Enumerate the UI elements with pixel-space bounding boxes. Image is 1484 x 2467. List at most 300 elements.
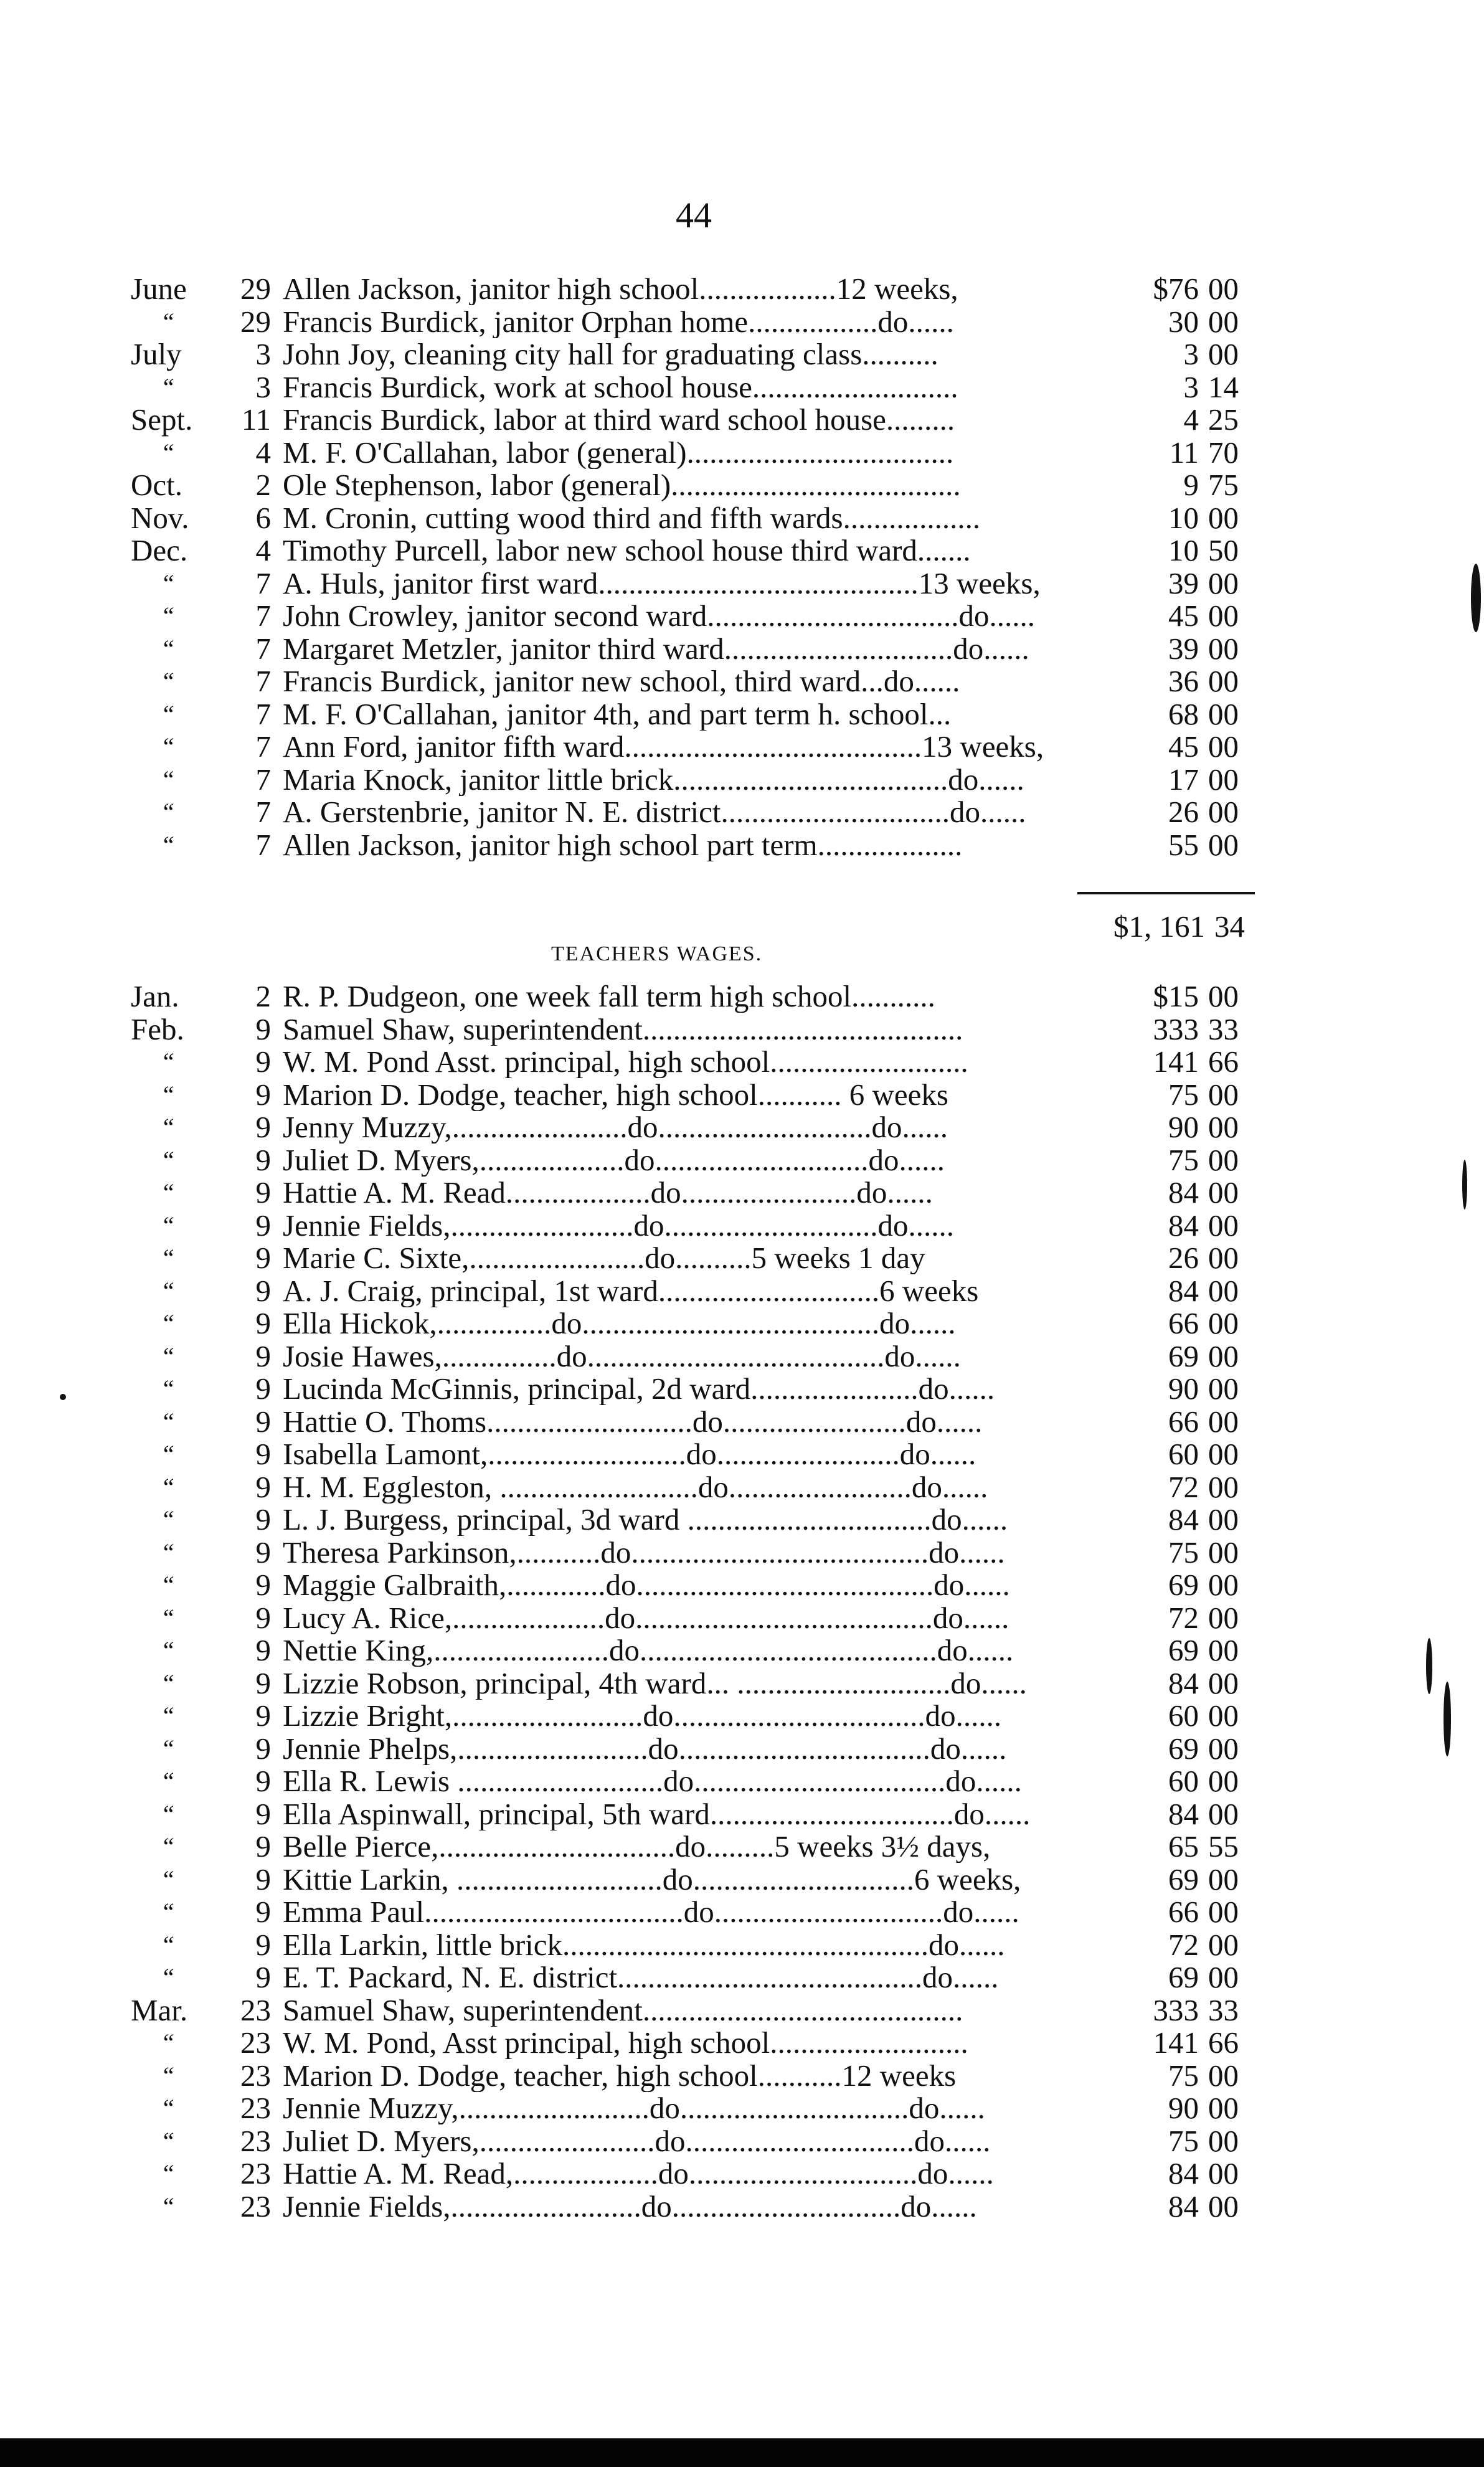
ledger-row xyxy=(125,1079,1258,1112)
row-cents: 00 xyxy=(1208,304,1239,339)
row-dollars: 90 xyxy=(1168,1371,1199,1406)
row-day: 7 xyxy=(255,696,271,731)
ledger-row xyxy=(125,796,1258,829)
ledger-row xyxy=(125,1242,1258,1275)
row-description: Hattie A. M. Read...................do.......................do...... xyxy=(283,1177,933,1209)
row-day: 7 xyxy=(255,795,271,829)
row-day: 9 xyxy=(255,1142,271,1177)
row-description: M. F. O'Callahan, janitor 4th, and part term h. school... xyxy=(283,698,952,731)
row-dollars: 84 xyxy=(1168,1175,1199,1210)
row-day: 9 xyxy=(255,1241,271,1275)
row-description: Ole Stephenson, labor (general)...................................... xyxy=(283,469,961,501)
row-description: W. M. Pond Asst. principal, high school.......................... xyxy=(283,1046,968,1078)
row-cents: 00 xyxy=(1208,664,1239,698)
row-day: 9 xyxy=(255,1698,271,1733)
row-day: 23 xyxy=(240,2091,271,2125)
row-dollars: 333 xyxy=(1153,1992,1199,2027)
row-day: 9 xyxy=(255,1731,271,1766)
row-month: “ xyxy=(161,1407,175,1436)
row-day: 9 xyxy=(255,1960,271,1994)
row-description: Theresa Parkinson,...........do.......................................do...... xyxy=(283,1536,1005,1569)
margin-mark xyxy=(1462,1160,1467,1210)
ledger-row xyxy=(125,1667,1258,1700)
row-day: 29 xyxy=(240,272,271,306)
row-month: “ xyxy=(161,1538,175,1566)
ledger-row xyxy=(125,1340,1258,1373)
row-day: 23 xyxy=(240,2025,271,2060)
ledger-row xyxy=(125,2125,1258,2158)
ledger-row xyxy=(125,567,1258,600)
row-dollars: 90 xyxy=(1168,1110,1199,1144)
row-month: “ xyxy=(161,1472,175,1501)
ledger-row xyxy=(125,273,1258,306)
ledger-row xyxy=(125,1798,1258,1831)
row-description: E. T. Packard, N. E. district........................................do...... xyxy=(283,1961,999,1994)
row-description: Francis Burdick, janitor new school, third ward...do...... xyxy=(283,665,960,698)
row-day: 9 xyxy=(255,1862,271,1896)
row-month: “ xyxy=(161,732,175,760)
ledger-row xyxy=(125,980,1258,1013)
row-description: Ella Aspinwall, principal, 5th ward................................do...... xyxy=(283,1797,1031,1830)
row-day: 23 xyxy=(240,2058,271,2093)
total-dollars: $1, 161 xyxy=(1113,909,1205,944)
row-dollars: 69 xyxy=(1168,1568,1199,1602)
row-description: Belle Pierce,...............................do.........5 weeks 3½ days, xyxy=(283,1830,991,1863)
row-description: A. Huls, janitor first ward..........................................13 weeks, xyxy=(283,567,1041,600)
ledger-row xyxy=(125,2157,1258,2190)
row-cents: 00 xyxy=(1208,1208,1239,1243)
row-dollars: 66 xyxy=(1168,1404,1199,1439)
ledger-row xyxy=(125,338,1258,371)
row-description: Hattie O. Thoms...........................do........................do...... xyxy=(283,1405,983,1438)
row-dollars: 84 xyxy=(1168,2189,1199,2223)
row-month: “ xyxy=(161,765,175,793)
row-cents: 25 xyxy=(1208,402,1239,437)
row-cents: 33 xyxy=(1208,1992,1239,2027)
row-cents: 00 xyxy=(1208,1110,1239,1144)
row-dollars: 60 xyxy=(1168,1764,1199,1798)
row-cents: 00 xyxy=(1208,1175,1239,1210)
row-cents: 00 xyxy=(1208,696,1239,731)
row-day: 9 xyxy=(255,1927,271,1962)
teachers-wages-ledger xyxy=(125,980,1258,2223)
row-day: 11 xyxy=(241,402,271,437)
row-day: 9 xyxy=(255,1077,271,1112)
row-month: “ xyxy=(161,1832,175,1860)
row-day: 4 xyxy=(255,435,271,470)
row-month: June xyxy=(131,272,187,306)
row-month: “ xyxy=(161,667,175,695)
row-description: R. P. Dudgeon, one week fall term high school........... xyxy=(283,980,935,1013)
row-month: “ xyxy=(161,1048,175,1076)
row-month: “ xyxy=(161,1244,175,1272)
row-cents: 00 xyxy=(1208,1535,1239,1570)
row-day: 9 xyxy=(255,1404,271,1439)
row-month: “ xyxy=(161,1309,175,1337)
row-description: Juliet D. Myers,...................do............................do...... xyxy=(283,1144,945,1177)
row-dollars: 66 xyxy=(1168,1306,1199,1340)
ledger-row xyxy=(125,2190,1258,2223)
row-description: Maria Knock, janitor little brick....................................do...... xyxy=(283,763,1024,796)
row-cents: 00 xyxy=(1208,1927,1239,1962)
row-description: Ella Hickok,...............do.......................................do...... xyxy=(283,1307,956,1340)
row-day: 7 xyxy=(255,729,271,764)
row-dollars: 69 xyxy=(1168,1862,1199,1896)
row-cents: 00 xyxy=(1208,795,1239,829)
ledger-row xyxy=(125,2092,1258,2125)
row-dollars: 11 xyxy=(1169,435,1199,470)
ledger-row xyxy=(125,1144,1258,1177)
row-description: Juliet D. Myers,.......................do..............................do...... xyxy=(283,2124,991,2157)
ledger-row xyxy=(125,1503,1258,1537)
row-cents: 00 xyxy=(1208,729,1239,764)
row-description: Francis Burdick, labor at third ward school house......... xyxy=(283,404,955,436)
row-day: 2 xyxy=(255,979,271,1013)
ledger-row xyxy=(125,731,1258,764)
row-description: Kittie Larkin, ...........................do.............................6 weeks, xyxy=(283,1863,1021,1896)
row-dollars: 9 xyxy=(1183,468,1199,502)
row-description: Josie Hawes,...............do.......................................do...... xyxy=(283,1340,961,1373)
row-month: “ xyxy=(161,2126,175,2155)
ledger-row xyxy=(125,1733,1258,1766)
row-cents: 00 xyxy=(1208,2058,1239,2093)
row-month: “ xyxy=(161,830,175,859)
row-month: “ xyxy=(161,2094,175,2122)
ledger-row xyxy=(125,1569,1258,1602)
row-day: 23 xyxy=(240,2189,271,2223)
row-day: 9 xyxy=(255,1306,271,1340)
ledger-row xyxy=(125,764,1258,797)
row-dollars: 3 xyxy=(1183,369,1199,404)
row-dollars: 3 xyxy=(1183,337,1199,371)
row-dollars: 17 xyxy=(1168,762,1199,797)
row-month: “ xyxy=(161,1505,175,1533)
row-month: “ xyxy=(161,2061,175,2090)
row-dollars: 84 xyxy=(1168,1502,1199,1537)
row-day: 9 xyxy=(255,1633,271,1667)
row-cents: 00 xyxy=(1208,1796,1239,1831)
row-description: Jennie Muzzy,.........................do..............................do...... xyxy=(283,2092,985,2124)
ledger-row xyxy=(125,502,1258,535)
ledger-row xyxy=(125,1961,1258,1994)
row-month: “ xyxy=(161,1603,175,1632)
row-month: “ xyxy=(161,1178,175,1206)
row-dollars: 141 xyxy=(1153,2025,1199,2060)
row-day: 7 xyxy=(255,566,271,600)
row-cents: 00 xyxy=(1208,1306,1239,1340)
ledger-row xyxy=(125,1634,1258,1667)
row-month: “ xyxy=(161,602,175,630)
ledger-row xyxy=(125,1830,1258,1863)
row-cents: 00 xyxy=(1208,1960,1239,1994)
row-day: 9 xyxy=(255,1829,271,1863)
row-cents: 66 xyxy=(1208,2025,1239,2060)
row-month: “ xyxy=(161,1375,175,1403)
row-description: Jennie Fields,.........................do..............................do...... xyxy=(283,2190,977,2223)
row-day: 4 xyxy=(255,533,271,567)
row-cents: 14 xyxy=(1208,369,1239,404)
row-cents: 00 xyxy=(1208,1895,1239,1929)
row-cents: 70 xyxy=(1208,435,1239,470)
row-cents: 00 xyxy=(1208,762,1239,797)
row-day: 9 xyxy=(255,1764,271,1798)
ledger-row xyxy=(125,1046,1258,1079)
row-description: Ella Larkin, little brick................................................do...... xyxy=(283,1928,1005,1961)
row-day: 9 xyxy=(255,1011,271,1046)
row-description: L. J. Burgess, principal, 3d ward ................................do...... xyxy=(283,1503,1008,1536)
row-cents: 75 xyxy=(1208,468,1239,502)
row-description: M. F. O'Callahan, labor (general)................................... xyxy=(283,436,954,469)
row-dollars: 39 xyxy=(1168,566,1199,600)
row-description: Jennie Phelps,.........................do.................................do...... xyxy=(283,1732,1007,1765)
row-month: “ xyxy=(161,307,175,336)
ledger-row xyxy=(125,1863,1258,1896)
row-month: “ xyxy=(161,1276,175,1305)
row-dollars: 10 xyxy=(1168,500,1199,535)
row-cents: 00 xyxy=(1208,979,1239,1013)
row-month: Feb. xyxy=(131,1011,184,1046)
row-dollars: 84 xyxy=(1168,1796,1199,1831)
row-day: 9 xyxy=(255,1175,271,1210)
row-description: John Crowley, janitor second ward.................................do...... xyxy=(283,600,1036,632)
margin-mark xyxy=(1444,1682,1451,1756)
row-dollars: 66 xyxy=(1168,1895,1199,1929)
row-description: Jennie Fields,........................do............................do...... xyxy=(283,1209,954,1242)
row-dollars: 75 xyxy=(1168,1077,1199,1112)
row-description: Francis Burdick, janitor Orphan home.................do...... xyxy=(283,305,954,338)
row-day: 7 xyxy=(255,599,271,633)
row-day: 9 xyxy=(255,1371,271,1406)
row-cents: 00 xyxy=(1208,337,1239,371)
ledger-row xyxy=(125,1929,1258,1962)
row-description: Maggie Galbraith,.............do.......................................do...... xyxy=(283,1569,1010,1601)
row-dollars: 72 xyxy=(1168,1600,1199,1635)
row-dollars: 72 xyxy=(1168,1927,1199,1962)
row-cents: 00 xyxy=(1208,1568,1239,1602)
row-cents: 66 xyxy=(1208,1044,1239,1079)
ledger-row xyxy=(125,1373,1258,1406)
row-dollars: 141 xyxy=(1153,1044,1199,1079)
row-cents: 00 xyxy=(1208,1665,1239,1700)
row-cents: 00 xyxy=(1208,827,1239,862)
row-dollars: 75 xyxy=(1168,2058,1199,2093)
row-cents: 00 xyxy=(1208,1273,1239,1308)
row-day: 23 xyxy=(240,2123,271,2158)
row-month: “ xyxy=(161,1080,175,1109)
row-description: Marion D. Dodge, teacher, high school...........12 weeks xyxy=(283,2059,957,2092)
row-cents: 00 xyxy=(1208,1338,1239,1373)
row-month: “ xyxy=(161,1669,175,1697)
ledger-row xyxy=(125,371,1258,404)
ledger-row xyxy=(125,1177,1258,1210)
row-cents: 00 xyxy=(1208,2189,1239,2223)
ledger-row xyxy=(125,1210,1258,1243)
row-dollars: 60 xyxy=(1168,1437,1199,1471)
row-dollars: 4 xyxy=(1183,402,1199,437)
row-day: 7 xyxy=(255,827,271,862)
row-dollars: 84 xyxy=(1168,1208,1199,1243)
row-month: Dec. xyxy=(131,533,188,567)
row-month: “ xyxy=(161,699,175,728)
margin-mark xyxy=(1471,564,1481,632)
row-dollars: 30 xyxy=(1168,304,1199,339)
expense-ledger xyxy=(125,273,1258,861)
row-cents: 00 xyxy=(1208,1142,1239,1177)
row-cents: 00 xyxy=(1208,1600,1239,1635)
row-day: 9 xyxy=(255,1437,271,1471)
row-description: Marion D. Dodge, teacher, high school........... 6 weeks xyxy=(283,1078,948,1111)
row-month: “ xyxy=(161,1865,175,1893)
row-month: “ xyxy=(161,1767,175,1795)
row-day: 3 xyxy=(255,369,271,404)
row-dollars: 84 xyxy=(1168,2156,1199,2190)
row-description: M. Cronin, cutting wood third and fifth wards.................. xyxy=(283,501,981,534)
row-dollars: 45 xyxy=(1168,599,1199,633)
row-description: Allen Jackson, janitor high school part term................... xyxy=(283,828,963,861)
row-day: 9 xyxy=(255,1338,271,1373)
row-day: 9 xyxy=(255,1600,271,1635)
row-day: 9 xyxy=(255,1796,271,1831)
row-month: “ xyxy=(161,1898,175,1926)
row-month: “ xyxy=(161,1702,175,1730)
ledger-row xyxy=(125,1994,1258,2027)
row-cents: 00 xyxy=(1208,631,1239,666)
row-day: 7 xyxy=(255,631,271,666)
row-dollars: 69 xyxy=(1168,1731,1199,1766)
row-dollars: 75 xyxy=(1168,1535,1199,1570)
row-cents: 00 xyxy=(1208,500,1239,535)
row-description: Lucy A. Rice,....................do.......................................do...... xyxy=(283,1601,1009,1634)
row-description: Marie C. Sixte,.......................do..........5 weeks 1 day xyxy=(283,1242,925,1274)
section-heading: TEACHERS WAGES. xyxy=(551,942,763,965)
row-description: A. J. Craig, principal, 1st ward.............................6 weeks xyxy=(283,1274,979,1307)
ledger-row xyxy=(125,1013,1258,1046)
row-cents: 33 xyxy=(1208,1011,1239,1046)
row-dollars: 65 xyxy=(1168,1829,1199,1863)
row-dollars: 69 xyxy=(1168,1960,1199,1994)
ledger-row xyxy=(125,1438,1258,1471)
row-dollars: 45 xyxy=(1168,729,1199,764)
row-day: 6 xyxy=(255,500,271,535)
ledger-row xyxy=(125,1700,1258,1733)
row-day: 9 xyxy=(255,1110,271,1144)
row-day: 9 xyxy=(255,1535,271,1570)
row-cents: 00 xyxy=(1208,1731,1239,1766)
row-cents: 00 xyxy=(1208,1862,1239,1896)
ledger-row xyxy=(125,2060,1258,2093)
row-cents: 00 xyxy=(1208,1698,1239,1733)
row-dollars: 26 xyxy=(1168,795,1199,829)
row-month: Jan. xyxy=(131,979,179,1013)
row-description: W. M. Pond, Asst principal, high school.......................... xyxy=(283,2027,968,2059)
row-cents: 00 xyxy=(1208,566,1239,600)
row-month: “ xyxy=(161,1342,175,1370)
ledger-row xyxy=(125,534,1258,567)
row-description: Hattie A. M. Read,...................do..............................do...... xyxy=(283,2157,994,2190)
row-description: Isabella Lamont,..........................do........................do...... xyxy=(283,1438,976,1470)
ledger-row xyxy=(125,1765,1258,1798)
row-cents: 00 xyxy=(1208,2156,1239,2190)
row-day: 9 xyxy=(255,1273,271,1308)
row-month: “ xyxy=(161,2159,175,2187)
row-cents: 00 xyxy=(1208,1077,1239,1112)
row-dollars: 39 xyxy=(1168,631,1199,666)
ledger-row xyxy=(125,469,1258,502)
row-month: “ xyxy=(161,438,175,466)
row-month: “ xyxy=(161,1440,175,1468)
row-dollars: 69 xyxy=(1168,1633,1199,1667)
row-month: “ xyxy=(161,1145,175,1174)
row-description: Jenny Muzzy,.......................do............................do...... xyxy=(283,1111,948,1144)
row-cents: 55 xyxy=(1208,1829,1239,1863)
row-day: 2 xyxy=(255,468,271,502)
row-month: “ xyxy=(161,2029,175,2057)
row-description: John Joy, cleaning city hall for graduating class.......... xyxy=(283,338,938,371)
row-dollars: $15 xyxy=(1153,979,1199,1013)
row-cents: 00 xyxy=(1208,1437,1239,1471)
margin-mark xyxy=(1426,1638,1432,1694)
row-description: Ann Ford, janitor fifth ward.......................................13 weeks, xyxy=(283,731,1044,763)
row-day: 9 xyxy=(255,1665,271,1700)
ledger-row xyxy=(125,404,1258,437)
ledger-row xyxy=(125,1111,1258,1144)
row-month: Mar. xyxy=(131,1992,188,2027)
ledger-row xyxy=(125,698,1258,731)
row-cents: 00 xyxy=(1208,599,1239,633)
row-dollars: 84 xyxy=(1168,1273,1199,1308)
row-description: Lizzie Robson, principal, 4th ward... ............................do...... xyxy=(283,1667,1027,1700)
ledger-row xyxy=(125,1275,1258,1308)
row-month: “ xyxy=(161,1113,175,1141)
row-cents: 00 xyxy=(1208,1502,1239,1537)
row-cents: 50 xyxy=(1208,533,1239,567)
row-cents: 00 xyxy=(1208,1469,1239,1504)
row-day: 23 xyxy=(240,1992,271,2027)
ledger-row xyxy=(125,1406,1258,1439)
row-dollars: 84 xyxy=(1168,1665,1199,1700)
row-month: July xyxy=(131,337,182,371)
row-description: Samuel Shaw, superintendent.......................................... xyxy=(283,1013,963,1046)
row-month: Nov. xyxy=(131,500,189,535)
ledger-row xyxy=(125,1896,1258,1929)
row-cents: 00 xyxy=(1208,2123,1239,2158)
ledger-row xyxy=(125,1307,1258,1340)
row-month: “ xyxy=(161,1636,175,1664)
row-day: 3 xyxy=(255,337,271,371)
row-dollars: 72 xyxy=(1168,1469,1199,1504)
row-description: Emma Paul..................................do..............................do...... xyxy=(283,1896,1019,1928)
row-description: Ella R. Lewis ...........................do.................................do...... xyxy=(283,1765,1022,1797)
total-cents: 34 xyxy=(1214,909,1245,944)
row-description: Lizzie Bright,.........................do.................................do...... xyxy=(283,1700,1002,1732)
row-dollars: 69 xyxy=(1168,1338,1199,1373)
ledger-row xyxy=(125,665,1258,698)
ledger-row xyxy=(125,2027,1258,2060)
row-description: Lucinda McGinnis, principal, 2d ward......................do...... xyxy=(283,1373,995,1405)
row-dollars: 75 xyxy=(1168,1142,1199,1177)
row-cents: 00 xyxy=(1208,1404,1239,1439)
row-cents: 00 xyxy=(1208,1633,1239,1667)
row-cents: 00 xyxy=(1208,1371,1239,1406)
row-description: Samuel Shaw, superintendent.......................................... xyxy=(283,1994,963,2027)
row-day: 9 xyxy=(255,1469,271,1504)
row-month: “ xyxy=(161,1930,175,1959)
row-month: “ xyxy=(161,1799,175,1828)
row-month: “ xyxy=(161,1963,175,1991)
row-cents: 00 xyxy=(1208,1764,1239,1798)
row-dollars: 55 xyxy=(1168,827,1199,862)
margin-mark xyxy=(60,1394,66,1400)
